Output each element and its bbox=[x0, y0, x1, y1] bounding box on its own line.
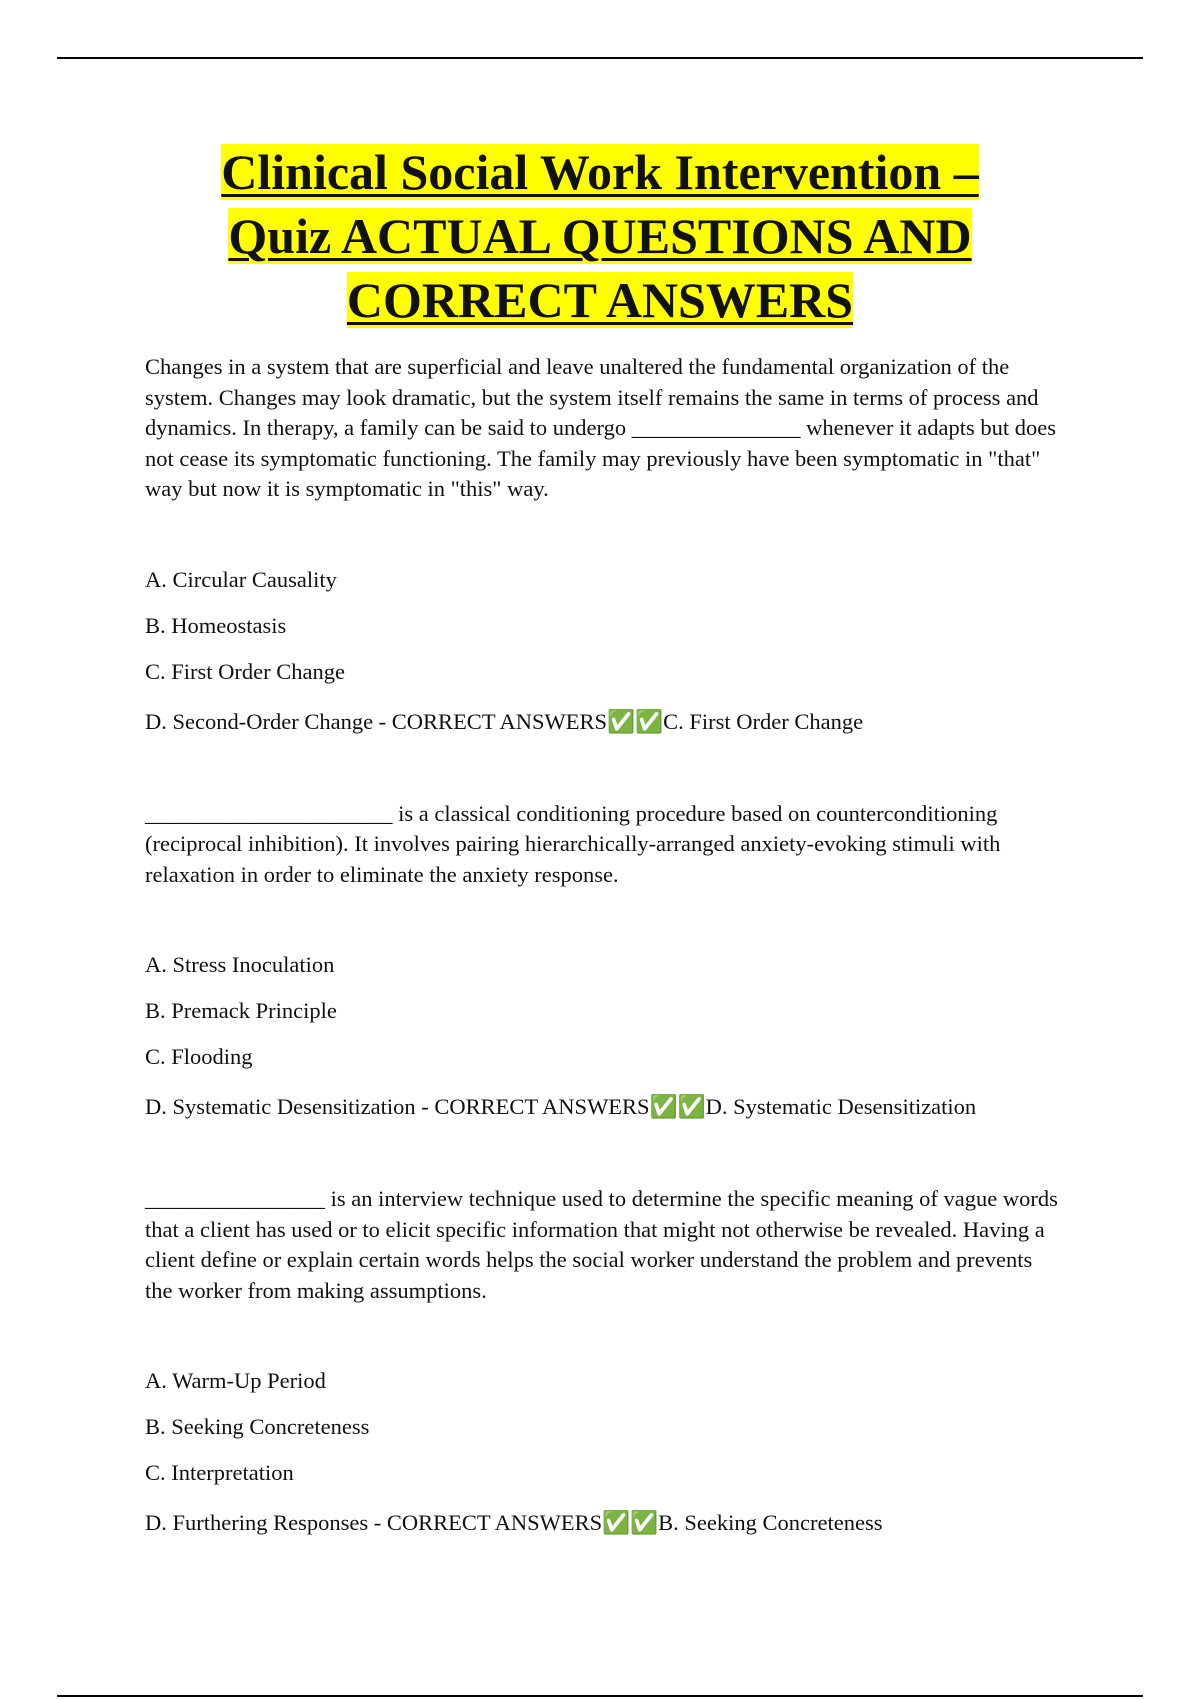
option-c: C. Interpretation bbox=[145, 1460, 294, 1485]
option-a: A. Warm-Up Period bbox=[145, 1368, 326, 1393]
top-rule bbox=[57, 57, 1143, 59]
option-b: B. Premack Principle bbox=[145, 998, 337, 1023]
question-block-2 bbox=[145, 799, 1060, 1123]
option-d-with-answer: D. Furthering Responses - CORRECT ANSWERS✅✅B. Seeking Concreteness bbox=[145, 1510, 883, 1535]
quiz-content bbox=[145, 352, 1060, 1600]
question-text: ________________ is an interview technique used to determine the specific meaning of vague words that a client has used or to elicit specific information that might not otherwise be revealed. Having a client define or explain certain words helps the social worker understand the problem and prevents the worker from making assumptions. bbox=[145, 1186, 1058, 1303]
answer-options bbox=[145, 950, 1060, 1122]
title-line-2: Quiz ACTUAL QUESTIONS AND bbox=[228, 208, 972, 264]
question-text: ______________________ is a classical conditioning procedure based on counterconditioning (reciprocal inhibition). It involves pairing hierarchically-arranged anxiety-evoking stimuli with relaxation in order to eliminate the anxiety response. bbox=[145, 800, 1001, 887]
option-a: A. Circular Causality bbox=[145, 566, 337, 592]
question-block-1 bbox=[145, 352, 1060, 737]
option-d-with-answer: D. Second-Order Change - CORRECT ANSWERS✅✅C. First Order Change bbox=[145, 708, 864, 734]
title-line-1: Clinical Social Work Intervention – bbox=[221, 144, 979, 200]
option-c: C. First Order Change bbox=[145, 658, 345, 684]
document-title bbox=[100, 140, 1100, 332]
question-text: Changes in a system that are superficial and leave unaltered the fundamental organization of the system. Changes may look dramatic, but the system itself remains the same in terms of process and dynamics. In therapy, a family can be said to undergo _______________ whenever it adapts but does not cease its symptomatic functioning. The family may previously have been symptomatic in "that" way but now it is symptomatic in "this" way. bbox=[145, 354, 1057, 501]
question-block-3 bbox=[145, 1184, 1060, 1538]
option-d-with-answer: D. Systematic Desensitization - CORRECT ANSWERS✅✅D. Systematic Desensitization bbox=[145, 1094, 977, 1119]
answer-options bbox=[145, 1366, 1060, 1538]
answer-options bbox=[145, 565, 1060, 737]
bottom-rule bbox=[57, 1695, 1143, 1697]
option-c: C. Flooding bbox=[145, 1044, 253, 1069]
option-b: B. Homeostasis bbox=[145, 612, 287, 638]
option-a: A. Stress Inoculation bbox=[145, 952, 335, 977]
title-line-3: CORRECT ANSWERS bbox=[346, 272, 854, 328]
option-b: B. Seeking Concreteness bbox=[145, 1414, 370, 1439]
